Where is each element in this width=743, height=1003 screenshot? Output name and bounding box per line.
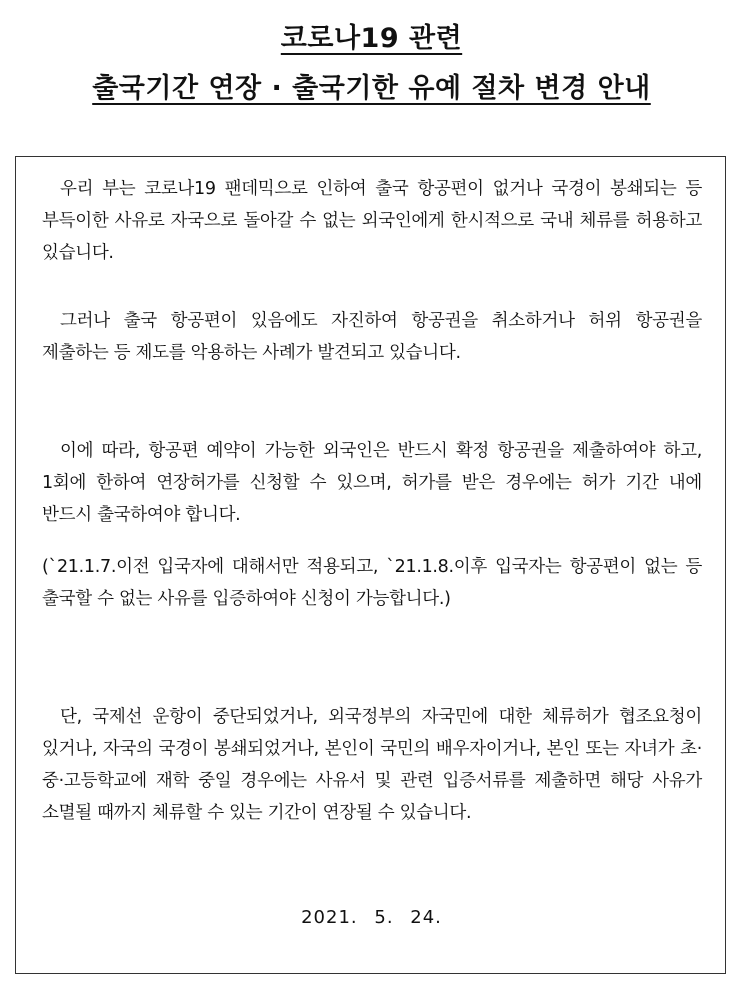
- paragraph-temporary-stay: 우리 부는 코로나19 팬데믹으로 인하여 출국 항공편이 없거나 국경이 봉쇄되는 등 부득이한 사유로 자국으로 돌아갈 수 없는 외국인에게 한시적으로 국내 체류를 허용하고 있습니다.: [42, 179, 702, 263]
- notice-date: 2021. 5. 24.: [301, 907, 442, 928]
- paragraph-abuse-cases: 그러나 출국 항공편이 있음에도 자진하여 항공권을 취소하거나 허위 항공권을 제출하는 등 제도를 악용하는 사례가 발견되고 있습니다.: [42, 311, 702, 363]
- paragraph-applicability-note: (`21.1.7.이전 입국자에 대해서만 적용되고, `21.1.8.이후 입국자는 항공편이 없는 등 출국할 수 없는 사유를 입증하여야 신청이 가능합니다.): [42, 557, 702, 609]
- title-line-1-text: 코로나19 관련: [280, 23, 463, 54]
- paragraph-exceptions: 단, 국제선 운항이 중단되었거나, 외국정부의 자국민에 대한 체류허가 협조요청이 있거나, 자국의 국경이 봉쇄되었거나, 본인이 국민의 배우자이거나, 본인 또는 자녀가 초·중·고등학교에 재학 중일 경우에는 사유서 및 관련 입증서류를 제출하면 해당 사유가 소멸될 때까지 체류할 수 있는 기간이 연장될 수 있습니다.: [42, 707, 702, 823]
- title-line-1: [0, 14, 743, 64]
- notice-body-box: [15, 156, 726, 974]
- notice-title: [0, 14, 743, 114]
- paragraph-confirmed-ticket: 이에 따라, 항공편 예약이 가능한 외국인은 반드시 확정 항공권을 제출하여야 하고, 1회에 한하여 연장허가를 신청할 수 있으며, 허가를 받은 경우에는 허가 기간 내에 반드시 출국하여야 합니다.: [42, 441, 702, 525]
- title-line-2-text: 출국기간 연장 · 출국기한 유예 절차 변경 안내: [92, 73, 651, 104]
- title-line-2: [0, 64, 743, 114]
